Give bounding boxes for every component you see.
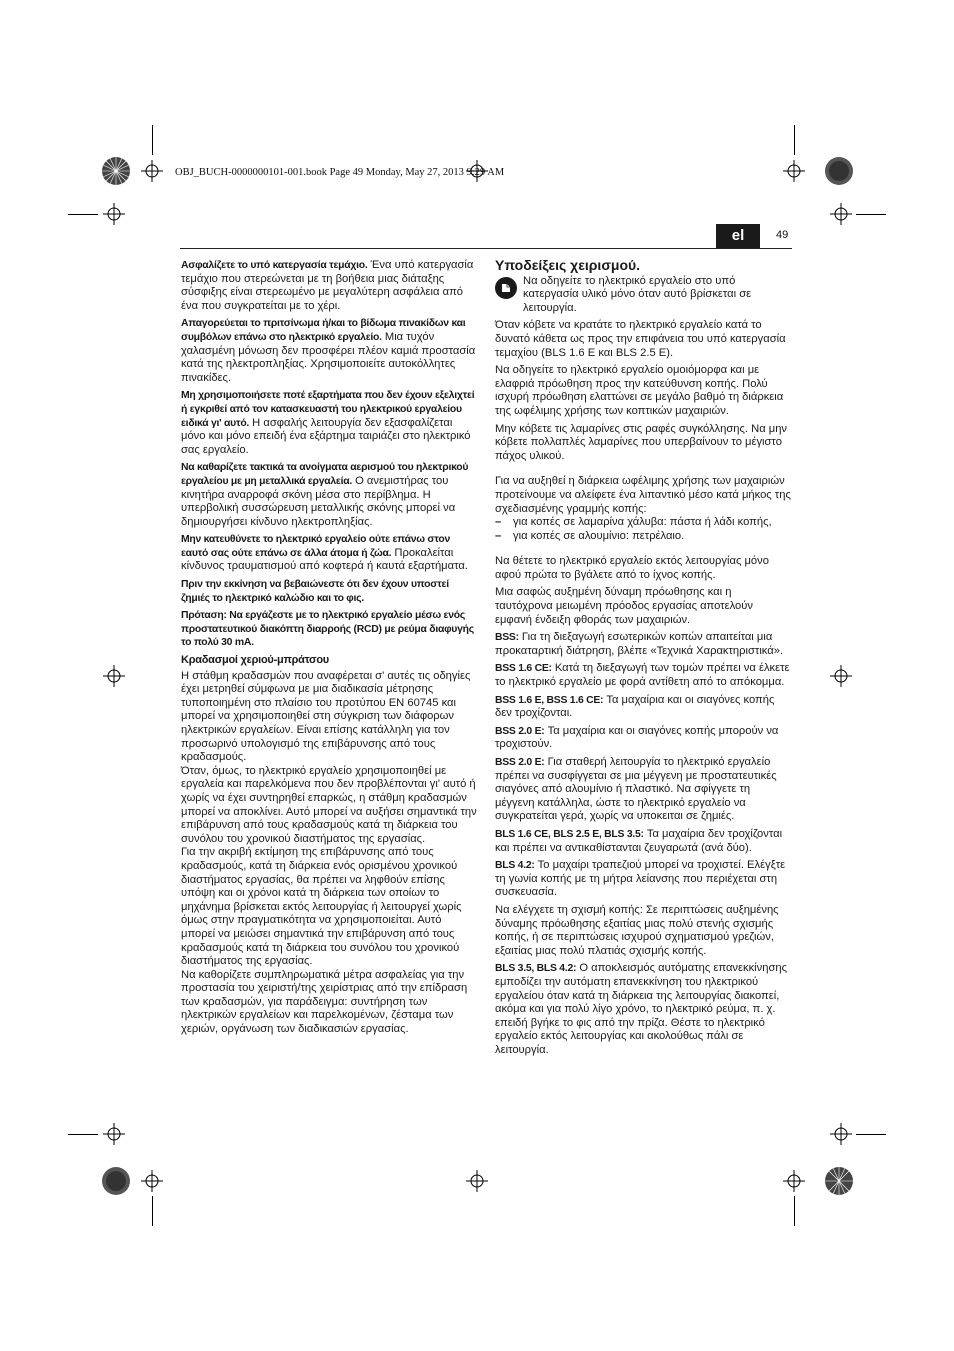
crop-line [68, 214, 98, 215]
paragraph: Για να αυξηθεί η διάρκεια ωφέλιμης χρήσης των μαχαιριών προτείνουμε να αλείφετε ένα λιπαντικό μέσο κατά μήκος της σχεδιασμένης γραμμής κοπής: [495, 475, 791, 515]
paragraph [495, 662, 791, 689]
list-item: – για κοπές σε λαμαρίνα χάλυβα: πάστα ή λάδι κοπής, [495, 516, 791, 530]
section-subheading: Κραδασμοί χεριού-μπράτσου [181, 654, 329, 667]
language-badge: el [716, 224, 760, 248]
paragraph [495, 828, 791, 855]
bold-lead: Ασφαλίζετε το υπό κατεργασία τεμάχιο. [181, 260, 368, 271]
paragraph [495, 756, 791, 824]
paragraph: Να ελέγχετε τη σχισμή κοπής: Σε περιπτώσεις αυξημένης δύναμης πρόωθησης εξαιτίας μιας πολύ στενής σχισμής κοπής, ή σε περιπτώσεις ισχυρού σχηματισμού γρεζιών, εξαιτίας μιας πολύ πλατιάς σχισμής κοπής. [495, 903, 779, 957]
paragraph: Μια σαφώς αυξημένη δύναμη πρόωθησης και η ταυτόχρονα μειωμένη πρόοδος εργασίας αποτελούν εμφανή ένδειξη φθοράς των μαχαιριών. [495, 586, 753, 626]
book-hand-icon [495, 277, 517, 299]
body-text: Κατά τη διεξαγωγή των τομών πρέπει να έλκετε το ηλεκτρικό εργαλείο με φορά αντίθετη από το απόκομμα. [495, 662, 790, 689]
registration-mark-icon [830, 203, 852, 225]
registration-mark-icon [783, 1170, 805, 1192]
note-text: Να οδηγείτε το ηλεκτρικό εργαλείο στο υπό κατεργασία υλικό μόνο όταν αυτό βρίσκεται σε λειτουργία. [523, 274, 752, 314]
paragraph [495, 631, 791, 658]
registration-mark-icon [830, 1123, 852, 1145]
paragraph: Να οδηγείτε το ηλεκτρικό εργαλείο ομοιόμορφα και με ελαφριά πρόωθηση προς την κατεύθυνση κοπής. Πολύ ισχυρή πρόωθηση ελαττώνει σε μεγάλο βαθμό τη διάρκεια της ωφέλιμης χρήσης των κοπτικών μαχαιριών. [495, 364, 784, 417]
page-number: 49 [776, 229, 789, 241]
crop-line [856, 1134, 886, 1135]
paragraph [181, 389, 477, 457]
header-rule [180, 248, 792, 249]
bold-lead: BSS 2.0 E: [495, 757, 545, 768]
body-text: Τα μαχαίρια και οι σιαγόνες κοπής μπορούν να τροχιστούν. [495, 724, 779, 751]
left-column [181, 259, 477, 1037]
bold-lead: Πριν την εκκίνηση να βεβαιώνεστε ότι δεν έχουν υποστεί ζημιές το ηλεκτρικό καλώδιο και το φις. [181, 579, 449, 604]
body-text: Τα μαχαίρια δεν τροχίζονται και πρέπει να αντικαθίστανται ζευγαρωτά (ανά δύο). [495, 827, 783, 854]
color-wheel-icon [101, 156, 131, 186]
paragraph: Η στάθμη κραδασμών που αναφέρεται σ' αυτές τις οδηγίες έχει μετρηθεί σύμφωνα με μια διαδικασία μέτρησης τυποποιημένη στο πλαίσιο του προτύπου EN 60745 και μπορεί να χρησιμοποιηθεί στη σύγκριση των διάφορων ηλεκτρικών εργαλείων. Είναι επίσης κατάλληλη για τον προσωρινό υπολογισμό της επιβάρυνσης από τους κραδασμούς. [181, 669, 471, 764]
dash-list [495, 516, 791, 543]
crop-line [794, 1196, 795, 1226]
bold-lead: BLS 4.2: [495, 860, 535, 872]
paragraph [181, 533, 477, 574]
body-text: Μια τυχόν χαλασμένη μόνωση δεν προσφέρει πλέον καμιά προστασία κατά της ηλεκτροπληξίας. Χρησιμοποιείτε αυτοκόλλητες πινακίδες. [181, 330, 476, 384]
crop-line [856, 214, 886, 215]
registration-mark-icon [103, 203, 125, 225]
section-heading: Υποδείξεις χειρισμού. [495, 257, 641, 273]
paragraph: Μην κόβετε τις λαμαρίνες στις ραφές συγκόλλησης. Να μην κόβετε πολλαπλές λαμαρίνες που υπερβαίνουν το μέγιστο πάχος υλικού. [495, 422, 788, 462]
bold-lead: Απαγορεύεται το πριτσίνωμα ή/και το βίδωμα πινακίδων και συμβόλων επάνω στο ηλεκτρικό εργαλείο. [181, 318, 466, 343]
color-wheel-icon [824, 1166, 854, 1196]
registration-mark-icon [103, 665, 125, 687]
paragraph [181, 461, 477, 529]
crop-line [68, 1134, 98, 1135]
body-text: Το μαχαίρι τραπεζιού μπορεί να τροχιστεί. Ελέγξτε τη γωνία κοπής με τη μήτρα λείανσης που περιέχεται στη συσκευασία. [495, 859, 786, 899]
body-text: Για σταθερή λειτουργία το ηλεκτρικό εργαλείο πρέπει να συσφίγγεται σε μια μέγγενη με προστατευτικές σιαγόνες από αλουμίνιο ή πλαστικό. Να σφίγγετε τη μέγγενη κατάλληλα, ώστε το ηλεκτρικό εργαλείο να συγκρατείται γερά, χωρίς να υποκειται σε ζημιές. [495, 756, 777, 823]
paragraph: Όταν κόβετε να κρατάτε το ηλεκτρικό εργαλείο κατά το δυνατό κάθετα ως προς την επιφάνεια του υπό κατεργασία τεμαχίου (BLS 1.6 E και BLS 2.5 E). [495, 319, 786, 359]
file-info-line: OBJ_BUCH-0000000101-001.book Page 49 Monday, May 27, 2013 9:29 AM [175, 167, 505, 178]
right-column [495, 259, 791, 1061]
paragraph [181, 609, 477, 650]
bold-lead: BLS 1.6 CE, BLS 2.5 E, BLS 3.5: [495, 828, 644, 840]
paragraph: Να καθορίζετε συμπληρωματικά μέτρα ασφαλείας για την προστασία του χειριστή/της χειρίστριας από την επίδραση των κραδασμών, για παράδειγμα: συντήρηση των ηλεκτρικών εργαλείων και παρελκομένων, ζέσταμα των χεριών, οργάνωση των διαδικασιών εργασίας. [181, 968, 468, 1036]
crop-line [152, 125, 153, 155]
color-wheel-icon [824, 156, 854, 186]
crop-line [794, 125, 795, 155]
bold-lead: BSS 2.0 E: [495, 725, 545, 737]
paragraph [181, 578, 477, 605]
registration-mark-icon [141, 160, 163, 182]
body-text: Τα μαχαίρια και οι σιαγόνες κοπής δεν τροχίζονται. [495, 693, 775, 720]
registration-mark-icon [783, 160, 805, 182]
body-text: Η ασφαλής λειτουργία δεν εξασφαλίζεται μόνο και μόνο επειδή ένα εξάρτημα ταιριάζει στο ηλεκτρικό σας εργαλείο. [181, 416, 471, 456]
paragraph: Να θέτετε το ηλεκτρικό εργαλείο εκτός λειτουργίας μόνο αφού πρώτα το βγάλετε από το ίχνος κοπής. [495, 555, 769, 581]
paragraph [495, 694, 791, 721]
list-item: – για κοπές σε αλουμίνιο: πετρέλαιο. [495, 530, 791, 544]
note-block [495, 275, 791, 316]
body-text: Για τη διεξαγωγή εσωτερικών κοπών απαιτείται μια προκαταρτική διάτρηση, βλέπε «Τεχνικά Χαρακτηριστικά». [495, 631, 784, 657]
paragraph [495, 962, 791, 1057]
paragraph [495, 859, 791, 900]
bold-lead: Να καθαρίζετε τακτικά τα ανοίγματα αερισμού του ηλεκτρικού εργαλείου με μη μεταλλικά εργαλεία. [181, 462, 469, 487]
registration-mark-icon [141, 1170, 163, 1192]
bold-lead: Μην κατευθύνετε το ηλεκτρικό εργαλείο ούτε επάνω στον εαυτό σας ούτε επάνω σε άλλα άτομα ή ζώα. [181, 534, 450, 559]
color-wheel-icon [101, 1166, 131, 1196]
paragraph [181, 317, 477, 385]
paragraph [181, 259, 477, 313]
bold-lead: BSS 1.6 E, BSS 1.6 CE: [495, 694, 604, 706]
bold-lead: Πρόταση: Να εργάζεστε με το ηλεκτρικό εργαλείο μέσω ενός προστατευτικού διακόπτη διαρροής (RCD) με ρεύμα διαφυγής το πολύ 30 mA. [181, 610, 474, 649]
bold-lead: BLS 3.5, BLS 4.2: [495, 963, 577, 975]
body-text: Προκαλείται κίνδυνος τραυματισμού από κοφτερά ή καυτά εξαρτήματα. [181, 546, 468, 573]
registration-mark-icon [466, 1170, 488, 1192]
body-text: Ο αποκλεισμός αυτόματης επανεκκίνησης εμποδίζει την αυτόματη επανεκκίνηση του ηλεκτρικού εργαλείου όταν κατά τη διάρκεια της λειτουργίας διακοπεί, ακόμα και για πολύ λίγο χρόνο, το ηλεκτρικό ρεύμα, π. χ. επειδή βγήκε το φις από την πρίζα. Θέστε το ηλεκτρικό εργαλείο εκτός λειτουργίας και ακολούθως πάλι σε λειτουργία. [495, 962, 788, 1056]
crop-line [152, 1196, 153, 1226]
paragraph [495, 725, 791, 752]
registration-mark-icon [103, 1123, 125, 1145]
paragraph: Όταν, όμως, το ηλεκτρικό εργαλείο χρησιμοποιηθεί με εργαλεία και παρελκόμενα που δεν προβλέπονται γι' αυτό ή χωρίς να έχει συντηρηθεί επαρκώς, η στάθμη κραδασμών μπορεί να αποκλίνει. Αυτό μπορεί να αυξήσει σημαντικά την επιβάρυνση από τους κραδασμούς κατά τη διάρκεια του συνόλου του χρονικού διαστήματος της εργασίας. [181, 764, 477, 845]
bold-lead: BSS: [495, 632, 519, 644]
registration-mark-icon [830, 665, 852, 687]
body-text: Ένα υπό κατεργασία τεμάχιο που στερεώνεται με τη βοήθεια μιας διάταξης σύσφιξης είναι στερεωμένο με μεγαλύτερη ασφάλεια από ένα που συγκρατείται με το χέρι. [181, 259, 474, 312]
paragraph: Για την ακριβή εκτίμηση της επιβάρυνσης από τους κραδασμούς, κατά τη διάρκεια ενός ορισμένου χρονικού διαστήματος εργασίας, θα πρέπει να ληφθούν επίσης υπόψη και οι χρόνοι κατά τη διάρκεια των οποίων το μηχάνημα βρίσκεται εκτός λειτουργίας ή λειτουργεί χωρίς όμως στην πραγματικότητα να χρησιμοποιείται. Αυτό μπορεί να μειώσει σημαντικά την επιβάρυνση από τους κραδασμούς κατά τη διάρκεια του συνόλου του χρονικού διαστήματος της εργασίας. [181, 846, 462, 968]
body-text: Ο ανεμιστήρας του κινητήρα αναρροφά σκόνη μέσα στο περίβλημα. Η υπερβολική συσσώρευση μεταλλικής σκόνης μπορεί να δημιουργήσει κίνδυνο ηλεκτροπληξίας. [181, 474, 456, 528]
bold-lead: BSS 1.6 CE: [495, 663, 552, 675]
bold-lead: Μη χρησιμοποιήσετε ποτέ εξαρτήματα που δεν έχουν εξελιχτεί ή εγκριθεί από τον κατασκευαστή του ηλεκτρικού εργαλείου ειδικά γι' αυτό. [181, 390, 475, 429]
